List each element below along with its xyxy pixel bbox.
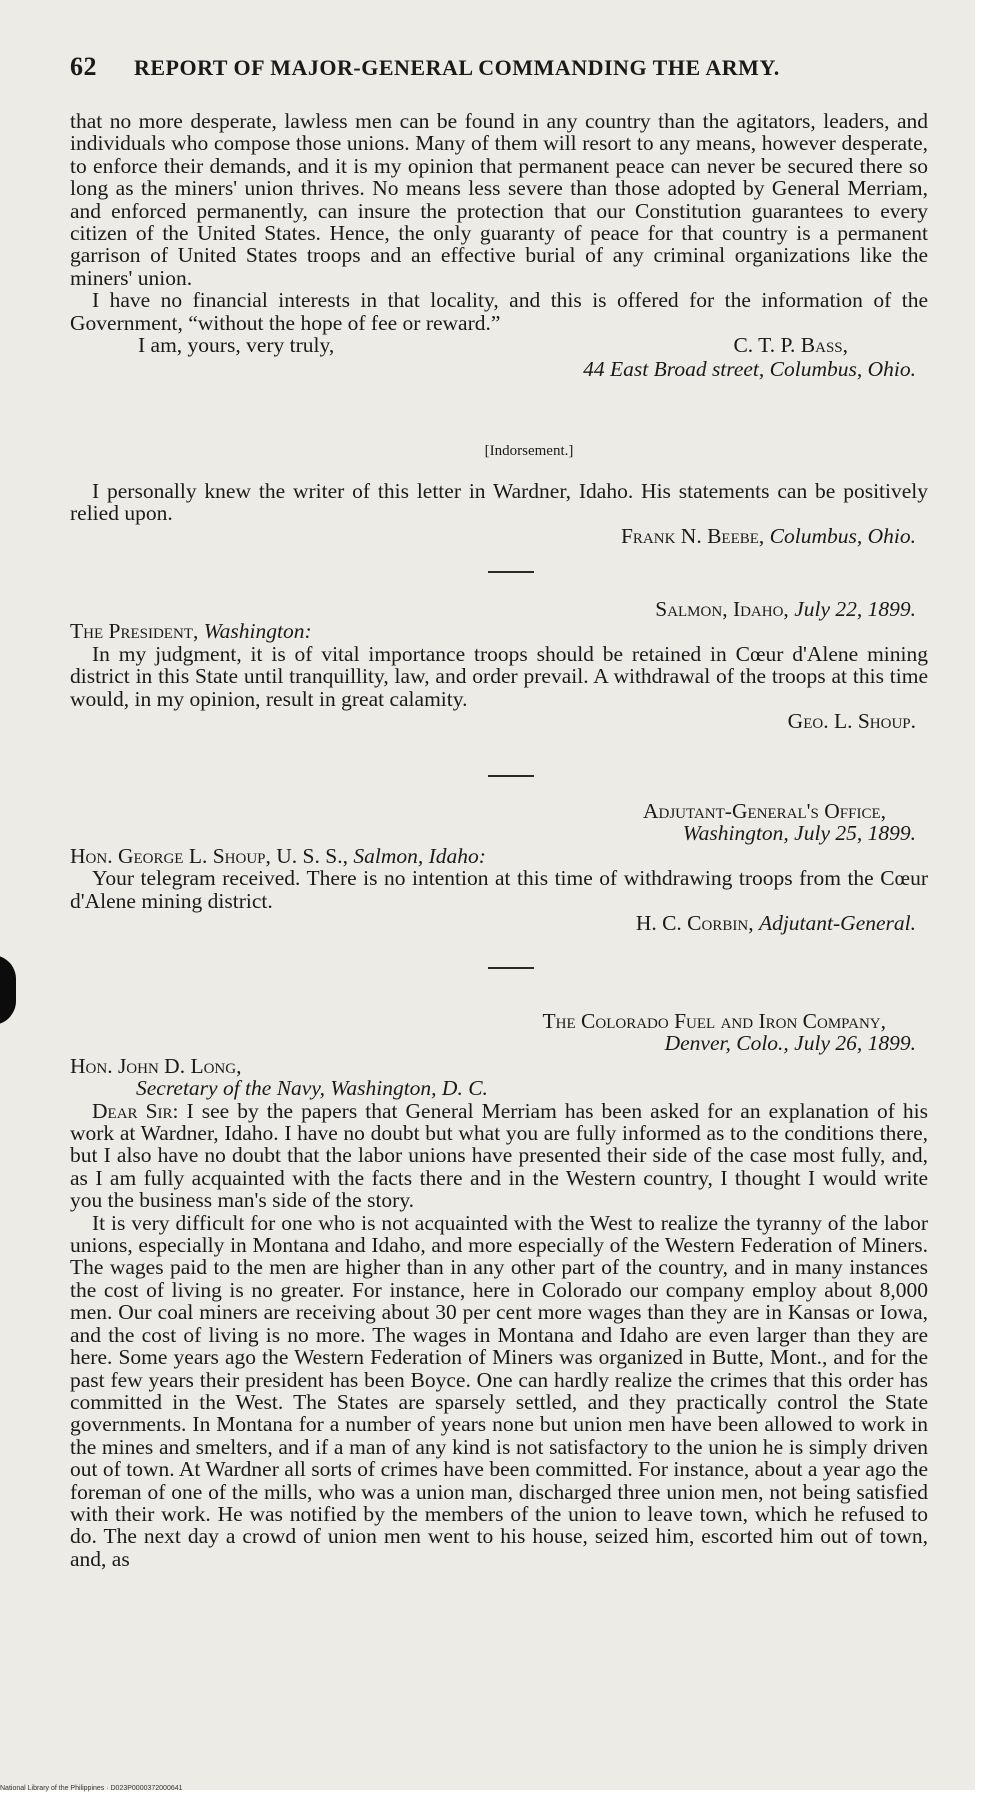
telegram-shoup-addressee-line [70, 620, 928, 642]
telegram-corbin-text: Your telegram received. There is no intention at this time of withdrawing troops from the Cœur d'Alene mining district. [70, 866, 928, 913]
scan-footer: National Library of the Philippines · D023P0000372000641 [0, 1785, 183, 1792]
letter-colorado-paragraph-2: It is very difficult for one who is not acquainted with the West to realize the tyranny of the labor unions, especially in Montana and Idaho, and more especially of the Western Federation of Miners. The wages paid to the men are higher than in any other part of the country, and in many instances the cost of living is no greater. For instance, here in Colorado our company employ about 8,000 men. Our coal miners are receiving about 30 per cent more wages than they are in Kansas or Iowa, and the cost of living is no more. The wages in Montana and Idaho are even larger than they are here. Some years ago the Western Federation of Miners was organized in Butte, Mont., and for the past few years their president has been Boyce. One can hardly realize the crimes that this order has committed in the West. The States are sparsely settled, and they practically control the State governments. In Montana for a number of years none but union men have been allowed to work in the mines and smelters, and if a man of any kind is not satisfactory to the union he is simply driven out of town. At Wardner all sorts of crimes have been committed. For instance, about a year ago the foreman of one of the mills, who was a union man, discharged three union men, not being satisfied with their work. He was notified by the members of the union to leave town, which he refused to do. The next day a crowd of union men went to his house, seized him, escorted him out of town, and, as [70, 1210, 928, 1571]
letter-bass-signature: C. T. P. Bass, [733, 333, 848, 358]
telegram-shoup-dateline [70, 598, 928, 620]
letter-bass-paragraph-2: I have no financial interests in that locality, and this is offered for the information of the Government, “without the hope of fee or reward.” [70, 288, 928, 335]
telegram-shoup-place: Salmon, Idaho, [655, 597, 789, 621]
letter-bass [70, 110, 928, 380]
telegram-corbin-office: Adjutant-General's Office, [642, 799, 886, 823]
letter-colorado-addressee-title: Secretary of the Navy, Washington, D. C. [136, 1076, 488, 1101]
letter-bass-closing-row [70, 334, 928, 358]
letter-colorado-date: Denver, Colo., July 26, 1899. [664, 1031, 916, 1056]
letter-colorado-addressee-name: Hon. John D. Long, [70, 1053, 242, 1078]
letter-colorado-company: The Colorado Fuel and Iron Company, [542, 1009, 886, 1033]
telegram-corbin-signature-name: H. C. Corbin, [635, 911, 754, 936]
telegram-shoup [70, 598, 928, 732]
telegram-shoup-signature: Geo. L. Shoup. [787, 709, 916, 734]
letter-colorado-salutation: Dear Sir: [92, 1098, 179, 1123]
telegram-corbin-addressee-line [70, 845, 928, 867]
letter-bass-address: 44 East Broad street, Columbus, Ohio. [583, 357, 916, 382]
section-rule-1 [488, 571, 534, 573]
scan-margin [975, 0, 1005, 1790]
telegram-corbin-signature [70, 912, 928, 934]
letter-bass-closing: I am, yours, very truly, [138, 333, 335, 358]
binding-hole-mark [0, 955, 16, 1025]
indorsement [70, 440, 928, 462]
telegram-corbin-addressee: Hon. George L. Shoup, U. S. S., [70, 843, 348, 868]
telegram-shoup-addressee-place: Washington: [203, 619, 312, 644]
indorsement-signature [70, 525, 928, 547]
section-rule-2 [488, 775, 534, 777]
telegram-shoup-date: July 22, 1899. [794, 597, 916, 621]
letter-colorado-paragraph-1 [70, 1100, 928, 1212]
telegram-corbin [70, 800, 928, 934]
letter-colorado-fuel [70, 1010, 928, 1570]
page-number: 62 [70, 52, 97, 81]
letter-colorado-addressee [70, 1055, 928, 1077]
letter-bass-paragraph-1: that no more desperate, lawless men can be found in any country than the agitators, leaders, and individuals who compose those unions. Many of them will resort to any means, however desperate, to enforce their demands, and it is my opinion that permanent peace can never be secured there so long as the miners' union thrives. No means less severe than those adopted by General Merriam, and enforced permanently, can insure the protection that our Constitution guarantees to every citizen of the United States. Hence, the only guaranty of peace for that country is a permanent garrison of United States troops and an effective burial of any criminal organizations like the miners' union. [70, 109, 928, 290]
telegram-shoup-addressee: The President, [70, 619, 199, 644]
indorsement-signature-place: Columbus, Ohio. [769, 523, 916, 548]
telegram-corbin-addressee-place: Salmon, Idaho: [353, 843, 486, 868]
section-rule-3 [488, 967, 534, 969]
letter-colorado-paragraph-1-text: I see by the papers that General Merriam has been asked for an explanation of his work at Wardner, Idaho. I have no doubt but what you are fully informed as to the conditions there, but I also have no doubt that the labor unions have presented their side of the case most fully, and, as I am fully acquainted with the facts there and in the Western country, I thought I would write you the business man's side of the story. [70, 1098, 928, 1213]
telegram-corbin-date: Washington, July 25, 1899. [682, 821, 916, 846]
telegram-shoup-text: In my judgment, it is of vital importance troops should be retained in Cœur d'Alene mining district in this State until tranquillity, law, and order prevail. A withdrawal of the troops at this time would, in my opinion, result in great calamity. [70, 641, 928, 711]
indorsement-signature-name: Frank N. Beebe, [620, 523, 765, 548]
running-title: REPORT OF MAJOR-GENERAL COMMANDING THE ARMY. [134, 55, 780, 80]
indorsement-heading: [Indorsement.] [484, 443, 574, 459]
indorsement-body [70, 480, 928, 547]
indorsement-text: I personally knew the writer of this letter in Wardner, Idaho. His statements can be positively relied upon. [70, 479, 928, 526]
telegram-corbin-signature-title: Adjutant-General. [758, 911, 916, 936]
page-header [70, 52, 900, 81]
